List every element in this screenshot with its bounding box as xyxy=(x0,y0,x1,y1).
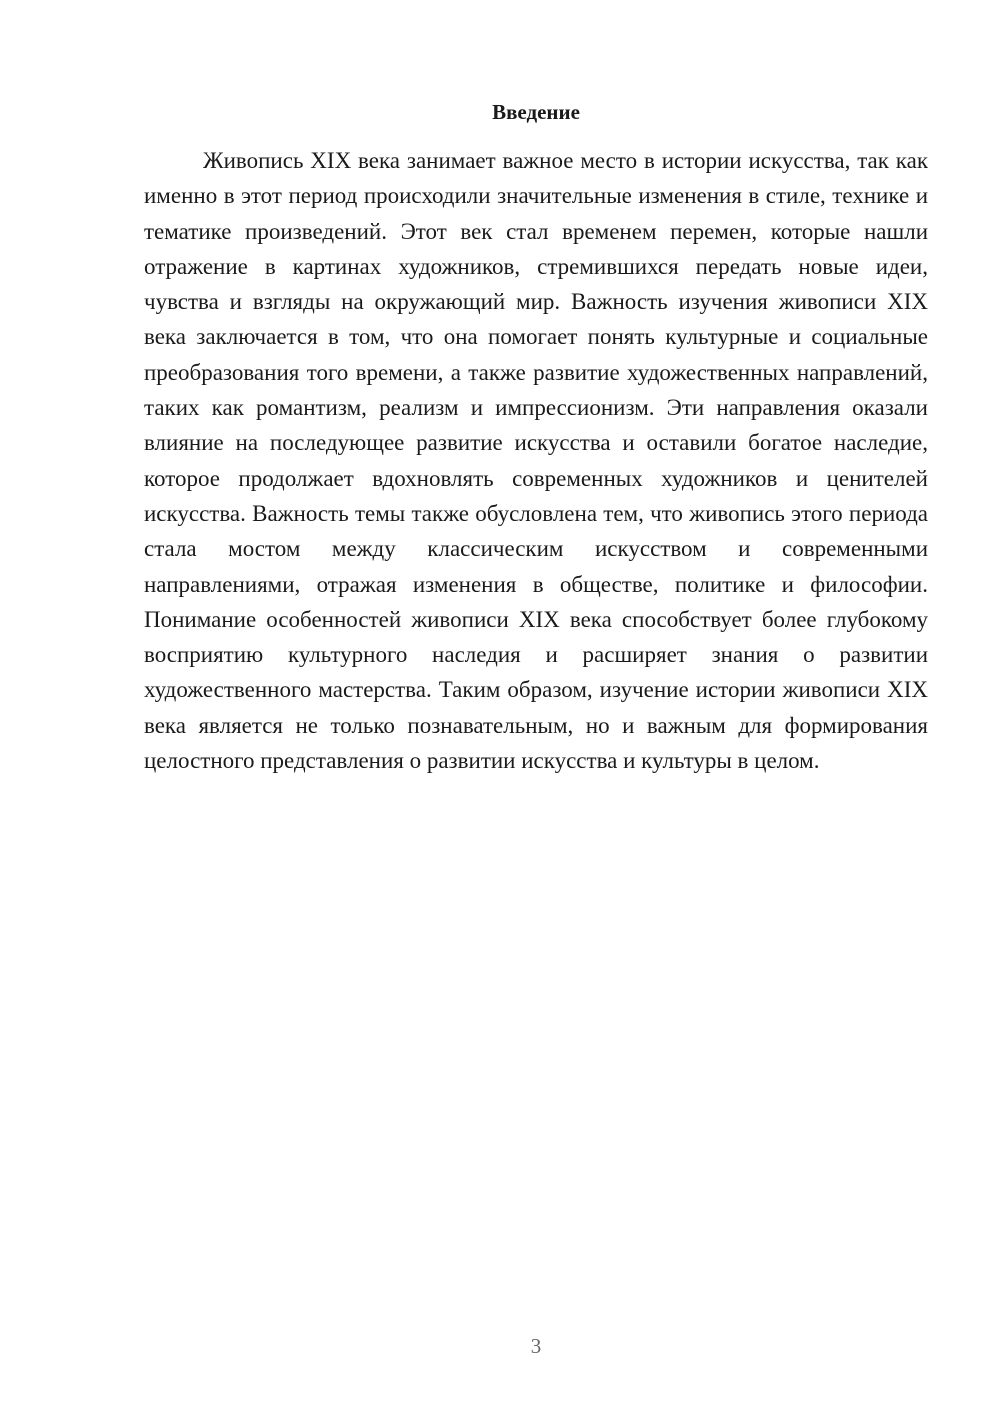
body-paragraph: Живопись XIX века занимает важное место в истории искусства, так как именно в этот период происходили значительные изменения в стиле, технике и тематике произведений. Этот век стал временем перемен, которые нашли отражение в картинах художников, стремившихся передать новые идеи, чувства и взгляды на окружающий мир. Важность изучения живописи XIX века заключается в том, что она помогает понять культурные и социальные преобразования того времени, а также развитие художественных направлений, таких как романтизм, реализм и импрессионизм. Эти направления оказали влияние на последующее развитие искусства и оставили богатое наследие, которое продолжает вдохновлять современных художников и ценителей искусства. Важность темы также обусловлена тем, что живопись этого периода стала мостом между классическим искусством и современными направлениями, отражая изменения в обществе, политике и философии. Понимание особенностей живописи XIX века способствует более глубокому восприятию культурного наследия и расширяет знания о развитии художественного мастерства. Таким образом, изучение истории живописи XIX века является не только познавательным, но и важным для формирования целостного представления о развитии искусства и культуры в целом. xyxy=(144,148,928,774)
page-number: 3 xyxy=(530,1334,542,1358)
section-heading: Введение xyxy=(492,100,580,124)
